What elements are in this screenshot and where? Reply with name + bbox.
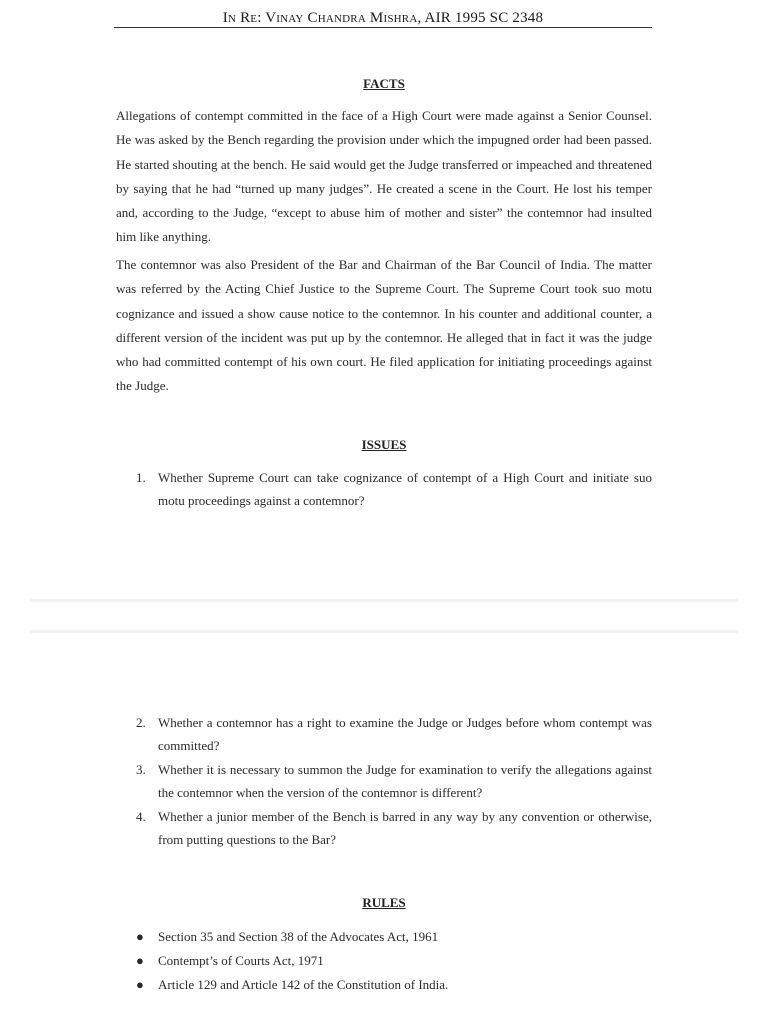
issue-text: Whether Supreme Court can take cognizance of contempt of a High Court and initiate suo motu proceedings against a contemnor? <box>158 470 652 509</box>
rule-text: Section 35 and Section 38 of the Advocates Act, 1961 <box>158 929 439 944</box>
issue-number: 4. <box>136 809 146 824</box>
rules-heading: RULES <box>362 895 406 910</box>
issue-number: 2. <box>136 715 146 730</box>
issue-text: Whether a contemnor has a right to examine the Judge or Judges before whom contempt was committed? <box>158 715 652 754</box>
issue-item <box>116 805 652 853</box>
rule-text: Article 129 and Article 142 of the Constitution of India. <box>158 977 449 992</box>
bullet-icon: ● <box>136 953 144 968</box>
issue-item <box>116 758 652 806</box>
bullet-icon: ● <box>136 929 144 944</box>
issue-item <box>116 466 652 514</box>
rule-text: Contempt’s of Courts Act, 1971 <box>158 953 324 968</box>
facts-paragraph-2: The contemnor was also President of the Bar and Chairman of the Bar Council of India. The matter was referred by the Acting Chief Justice to the Supreme Court. The Supreme Court took suo motu cognizance and issued a show cause notice to the contemnor. In his counter and additional counter, a different version of the incident was put up by the contemnor. He alleged that in fact it was the judge who had committed contempt of his own court. He filed application for initiating proceedings against the Judge. <box>116 257 652 394</box>
issue-number: 1. <box>136 470 146 485</box>
bullet-icon: ● <box>136 977 144 992</box>
issue-item <box>116 711 652 759</box>
issue-text: Whether a junior member of the Bench is barred in any way by any convention or otherwise, from putting questions to the Bar? <box>158 809 652 848</box>
issue-text: Whether it is necessary to summon the Judge for examination to verify the allegations against the contemnor when the version of the contemnor is different? <box>158 762 652 801</box>
facts-paragraph-1: Allegations of contempt committed in the face of a High Court were made against a Senior Counsel. He was asked by the Bench regarding the provision under which the impugned order had been passed. He started shouting at the bench. He said would get the Judge transferred or impeached and threatened by saying that he had “turned up many judges”. He created a scene in the Court. He lost his temper and, according to the Judge, “except to abuse him of mother and sister” the contemnor had insulted him like anything. <box>116 108 652 245</box>
page-header: In Re: Vinay Chandra Mishra, AIR 1995 SC 2348 <box>222 10 544 26</box>
page-break-divider <box>30 599 738 602</box>
page-break-divider <box>30 630 738 633</box>
issue-number: 3. <box>136 762 146 777</box>
facts-heading: FACTS <box>363 76 405 91</box>
issues-heading: ISSUES <box>361 437 407 452</box>
header-rule <box>114 27 652 28</box>
